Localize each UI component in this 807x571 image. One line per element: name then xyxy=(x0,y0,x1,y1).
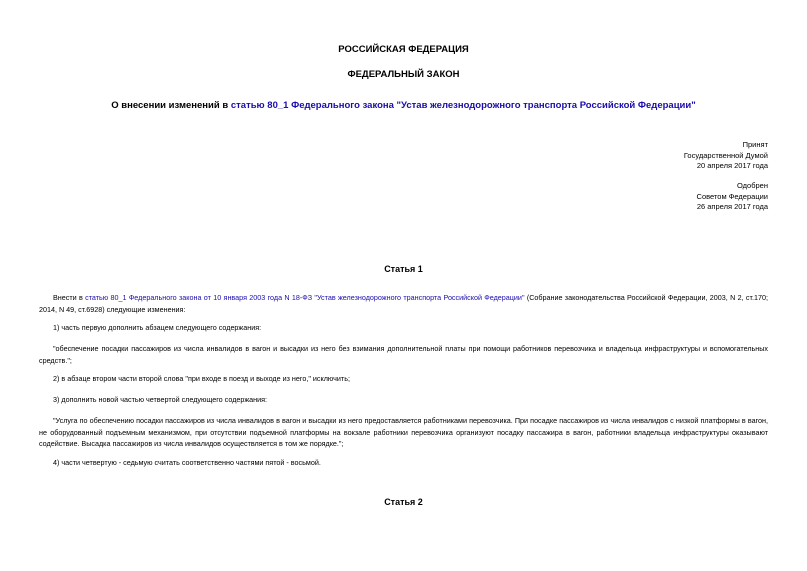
accepted-line: Государственной Думой xyxy=(683,150,768,160)
law-title-link[interactable]: статью 80_1 Федерального закона "Устав железнодорожного транспорта Российской Федерации" xyxy=(230,100,696,111)
article-1-item: 1) часть первую дополнить абзацем следующего содержания: xyxy=(53,323,262,332)
adoption-approved-block xyxy=(697,181,768,213)
approved-line: Одобрен xyxy=(737,181,768,190)
intro-law-link[interactable]: статью 80_1 Федерального закона от 10 января 2003 года N 18-ФЗ xyxy=(85,293,315,302)
adoption-accepted-block xyxy=(684,140,768,172)
article-1-item: 3) дополнить новой частью четвертой следующего содержания: xyxy=(53,395,268,404)
article-2-heading: Статья 2 xyxy=(384,497,423,507)
approved-line: Советом Федерации xyxy=(696,191,768,201)
article-1-item: "Услуга по обеспечению посадки пассажиров из числа инвалидов в вагон и высадки из него предоставляется работниками перевозчика. При посадке пассажиров из числа инвалидов с низкой платформы в вагон, не оборудованный подъемным механизмом, при отсутствии подъемной платформы на вокзале работники перевозчика организуют посадку пассажира в вагон, работники владельца инфраструктуры оказывают содействие. Высадка пассажиров из числа инвалидов осуществляется в том же порядке."; xyxy=(39,416,768,448)
article-1-item: "обеспечение посадки пассажиров из числа инвалидов в вагон и высадки из него без взимания дополнительной платы при помощи работников перевозчика и владельца инфраструктуры и вспомогательных средств."; xyxy=(39,344,768,365)
law-title-prefix: О внесении изменений в xyxy=(111,100,231,111)
intro-suffix: (Собрание законодательства Российской Федерации, 2003, N 2, ст.170; 2014, N 49, ст.6928) следующие изменения: xyxy=(39,293,769,314)
intro-charter-link[interactable]: "Устав железнодорожного транспорта Российской Федерации" xyxy=(314,293,525,302)
intro-prefix: Внести в xyxy=(53,293,86,302)
article-1-item: 4) части четвертую - седьмую считать соответственно частями пятой - восьмой. xyxy=(53,458,321,467)
accepted-line: 20 апреля 2017 года xyxy=(696,161,768,170)
law-title xyxy=(0,100,807,111)
law-type-heading: ФЕДЕРАЛЬНЫЙ ЗАКОН xyxy=(347,69,460,80)
accepted-line: Принят xyxy=(742,140,768,149)
country-heading: РОССИЙСКАЯ ФЕДЕРАЦИЯ xyxy=(338,44,469,55)
approved-line: 26 апреля 2017 года xyxy=(696,202,768,211)
article-1-heading: Статья 1 xyxy=(384,264,423,274)
article-1-intro xyxy=(39,292,768,315)
article-1-item: 2) в абзаце втором части второй слова "при входе в поезд и выходе из него," исключить; xyxy=(53,374,350,383)
